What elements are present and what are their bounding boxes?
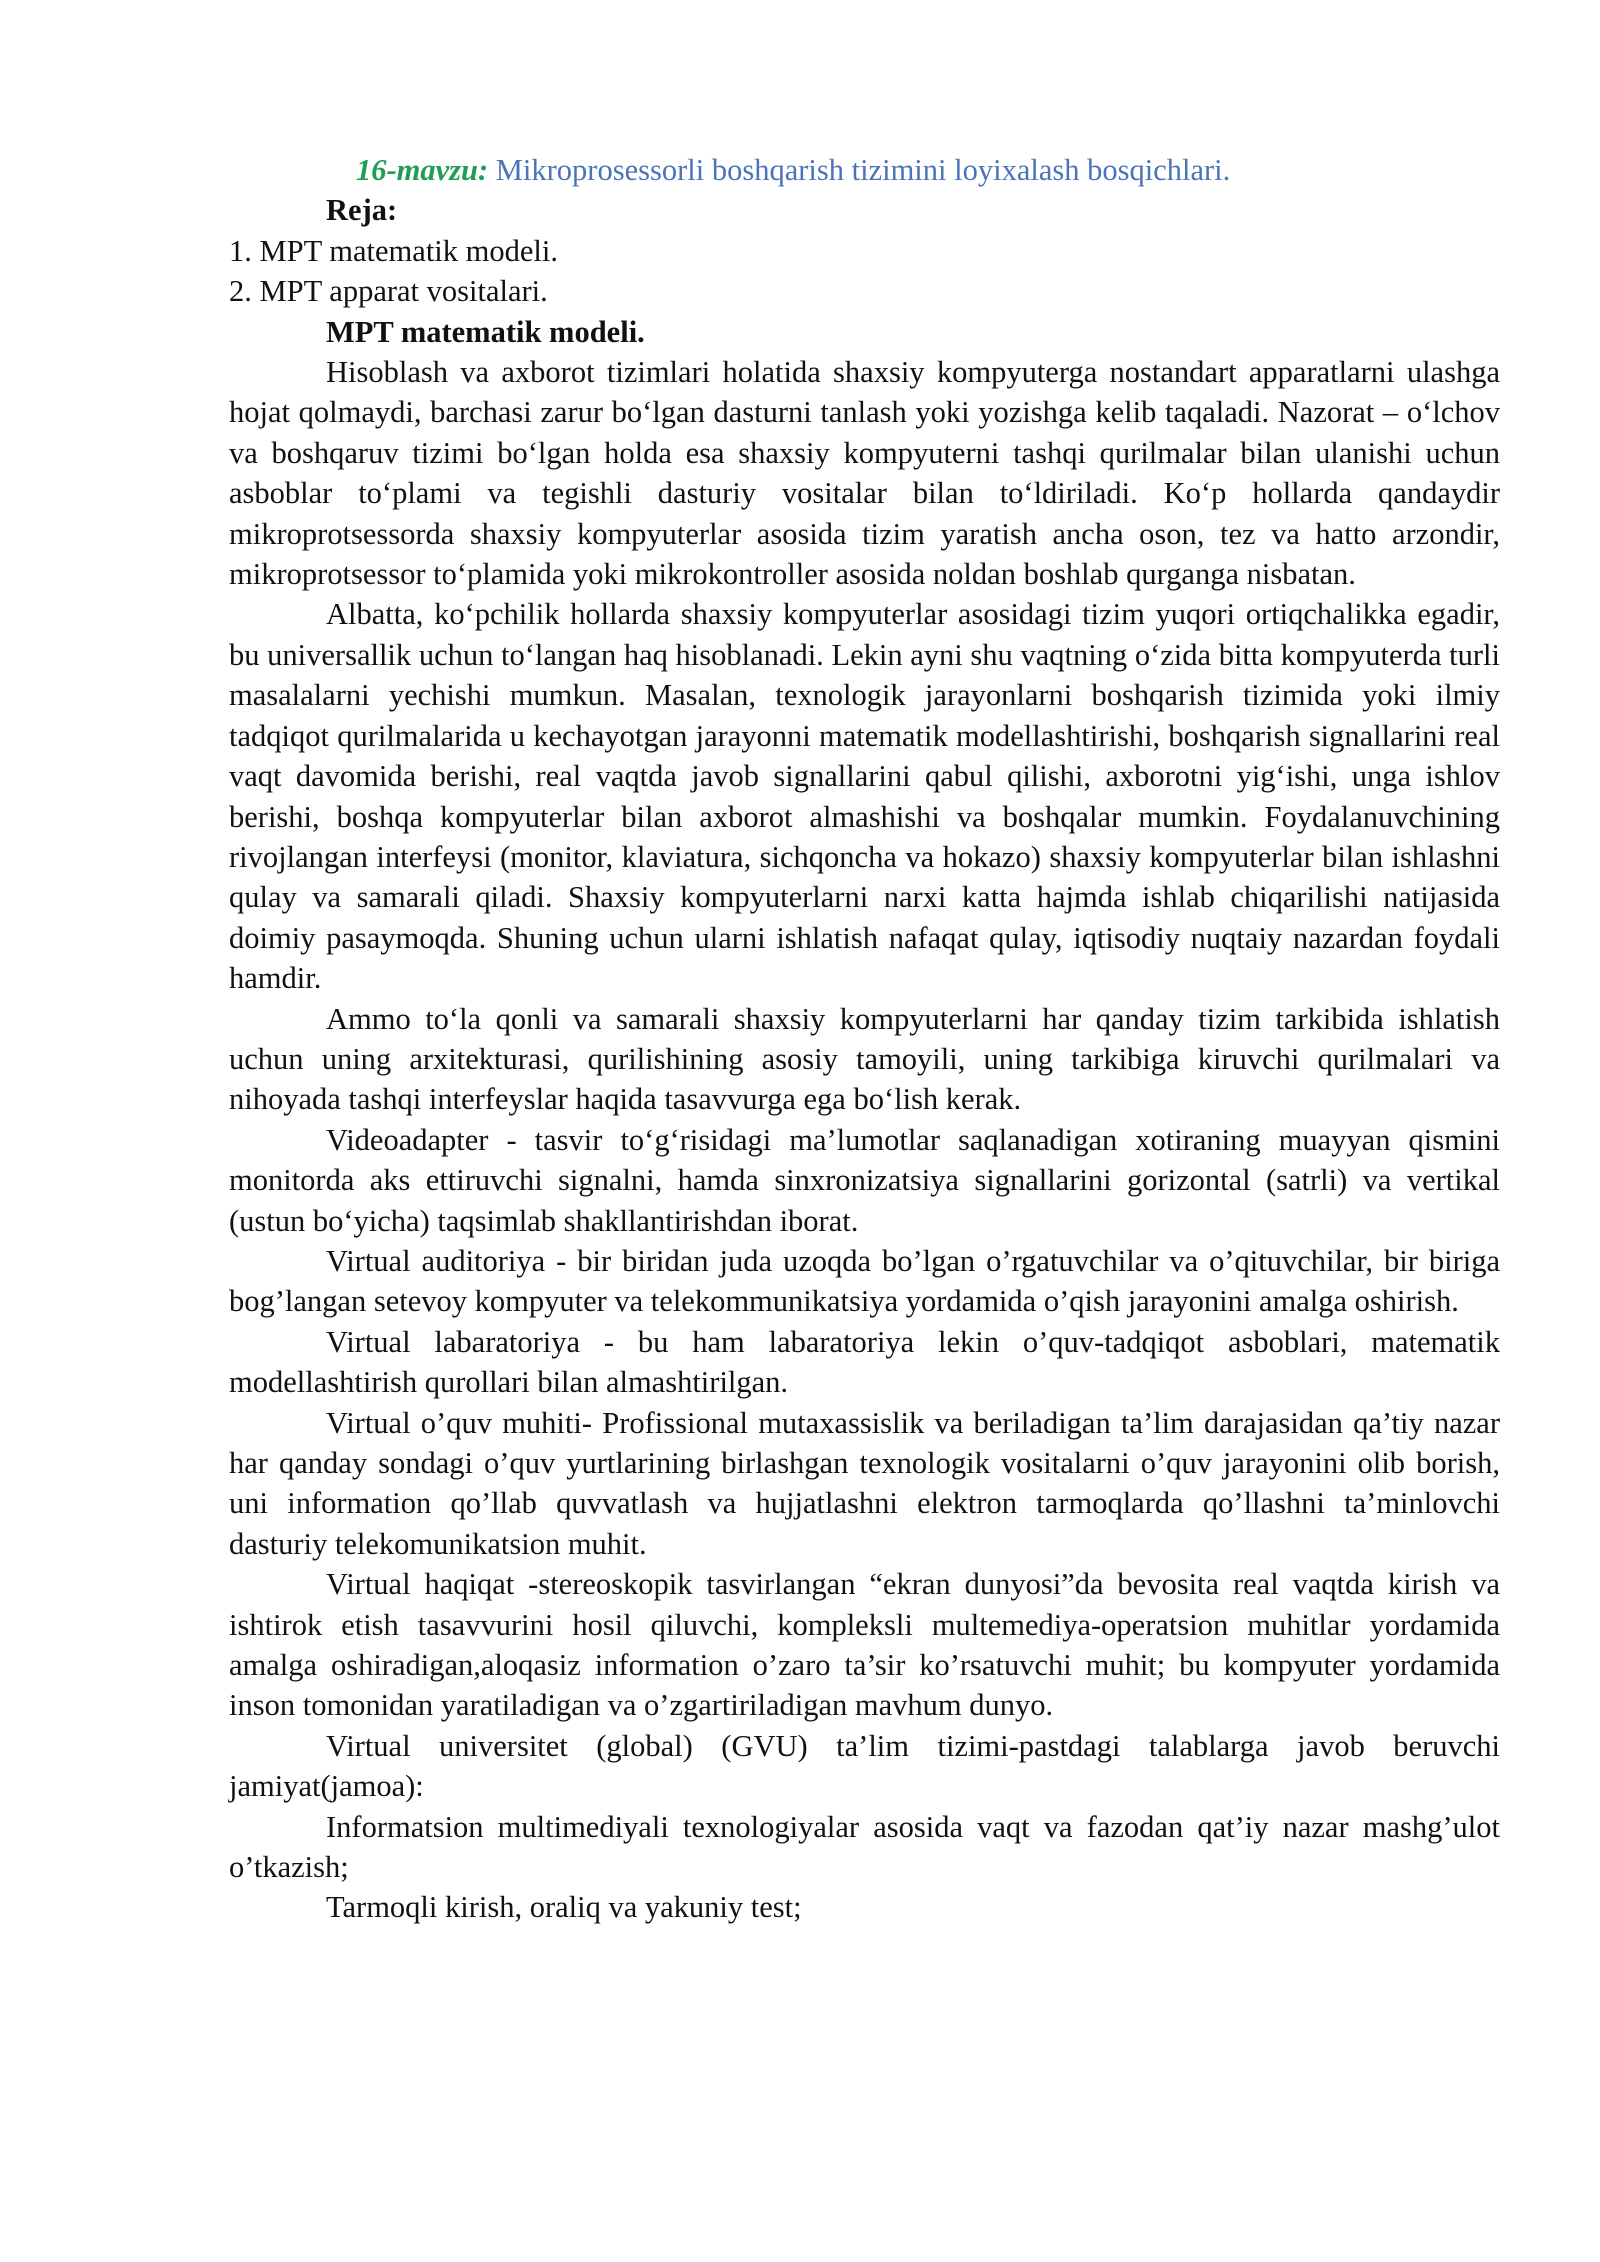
topic-number: 16-mavzu: (356, 153, 489, 187)
paragraph: Tarmoqli kirish, oraliq va yakuniy test; (326, 1890, 802, 1925)
page-title (229, 150, 1500, 190)
paragraph: Hisoblash va axborot tizimlari holatida shaxsiy kompyuterga nostandart apparatlarni ulashga hojat qolmaydi, barchasi zarur bo‘lgan dasturni tanlash yoki yozishga kelib taqaladi. Nazorat – o‘lchov va boshqaruv tizimi bo‘lgan holda esa shaxsiy kompyuterni tashqi qurilmalar bilan ulanishi uchun asboblar to‘plami va tegishli dasturiy vositalar bilan to‘ldiriladi. Ko‘p hollarda qandaydir mikroprotsessorda shaxsiy kompyuterlar asosida tizim yaratish ancha oson, tez va hatto arzondir, mikroprotsessor to‘plamida yoki mikrokontroller asosida noldan boshlab qurganga nisbatan. (229, 355, 1500, 592)
paragraph: Virtual o’quv muhiti- Profissional mutaxassislik va beriladigan ta’lim darajasidan qa’tiy nazar har qanday sondagi o’quv yurtlarining birlashgan texnologik vositalarni o’quv jarayonini olib borish, uni information qo’llab quvvatlash va hujjatlashni elektron tarmoqlarda qo’llashni ta’minlovchi dasturiy telekomunikatsion muhit. (229, 1405, 1500, 1561)
plan-item: 2. MPT apparat vositalari. (229, 274, 548, 309)
plan-heading: Reja: (326, 193, 398, 228)
paragraph: Ammo to‘la qonli va samarali shaxsiy kompyuterlarni har qanday tizim tarkibida ishlatish uchun uning arxitekturasi, qurilishining asosiy tamoyili, uning tarkibiga kiruvchi qurilmalari va nihoyada tashqi interfeyslar haqida tasavvurga ega bo‘lish kerak. (229, 1001, 1500, 1117)
paragraph: Virtual haqiqat -stereoskopik tasvirlangan “ekran dunyosi”da bevosita real vaqtda kirish va ishtirok etish tasavvurini hosil qiluvchi, kompleksli multemediya-operatsion muhitlar yordamida amalga oshiradigan,aloqasiz information o’zaro ta’sir ko’rsatuvchi muhit; bu kompyuter yordamida inson tomonidan yaratiladigan va o’zgartiriladigan mavhum dunyo. (229, 1567, 1500, 1723)
paragraph: Albatta, ko‘pchilik hollarda shaxsiy kompyuterlar asosidagi tizim yuqori ortiqchalikka egadir, bu universallik uchun to‘langan haq hisoblanadi. Lekin ayni shu vaqtning o‘zida bitta kompyuterda turli masalalarni yechishi mumkun. Masalan, texnologik jarayonlarni boshqarish tizimida yoki ilmiy tadqiqot qurilmalarida u kechayotgan jarayonni matematik modellashtirishi, boshqarish signallarini real vaqt davomida berishi, real vaqtda javob signallarini qabul qilishi, axborotni yig‘ishi, unga ishlov berishi, boshqa kompyuterlar bilan axborot almashishi va boshqalar mumkin. Foydalanuvchining rivojlangan interfeysi (monitor, klaviatura, sichqoncha va hokazo) shaxsiy kompyuterlar bilan ishlashni qulay va samarali qiladi. Shaxsiy kompyuterlarni narxi katta hajmda ishlab chiqarilishi natijasida doimiy pasaymoqda. Shuning uchun ularni ishlatish nafaqat qulay, iqtisodiy nuqtaiy nazardan foydali hamdir. (229, 597, 1500, 996)
topic-title: Mikroprosessorli boshqarish tizimini loyixalash bosqichlari. (488, 153, 1231, 187)
section-heading: MPT matematik modeli. (326, 314, 645, 349)
paragraph: Videoadapter - tasvir to‘g‘risidagi ma’lumotlar saqlanadigan xotiraning muayyan qismini monitorda aks ettiruvchi signalni, hamda sinxronizatsiya signallarini gorizontal (satrli) va vertikal (ustun bo‘yicha) taqsimlab shakllantirishdan iborat. (229, 1122, 1500, 1238)
paragraph: Informatsion multimediyali texnologiyalar asosida vaqt va fazodan qat’iy nazar mashg’ulot o’tkazish; (229, 1809, 1500, 1885)
paragraph: Virtual auditoriya - bir biridan juda uzoqda bo’lgan o’rgatuvchilar va o’qituvchilar, bir biriga bog’langan setevoy kompyuter va telekommunikatsiya yordamida o’qish jarayonini amalga oshirish. (229, 1243, 1500, 1319)
paragraph: Virtual universitet (global) (GVU) ta’lim tizimi-pastdagi talablarga javob beruvchi jamiyat(jamoa): (229, 1728, 1500, 1804)
plan-item: 1. MPT matematik modeli. (229, 233, 558, 268)
paragraph: Virtual labaratoriya - bu ham labaratoriya lekin o’quv-tadqiqot asboblari, matematik modellashtirish qurollari bilan almashtirilgan. (229, 1324, 1500, 1400)
